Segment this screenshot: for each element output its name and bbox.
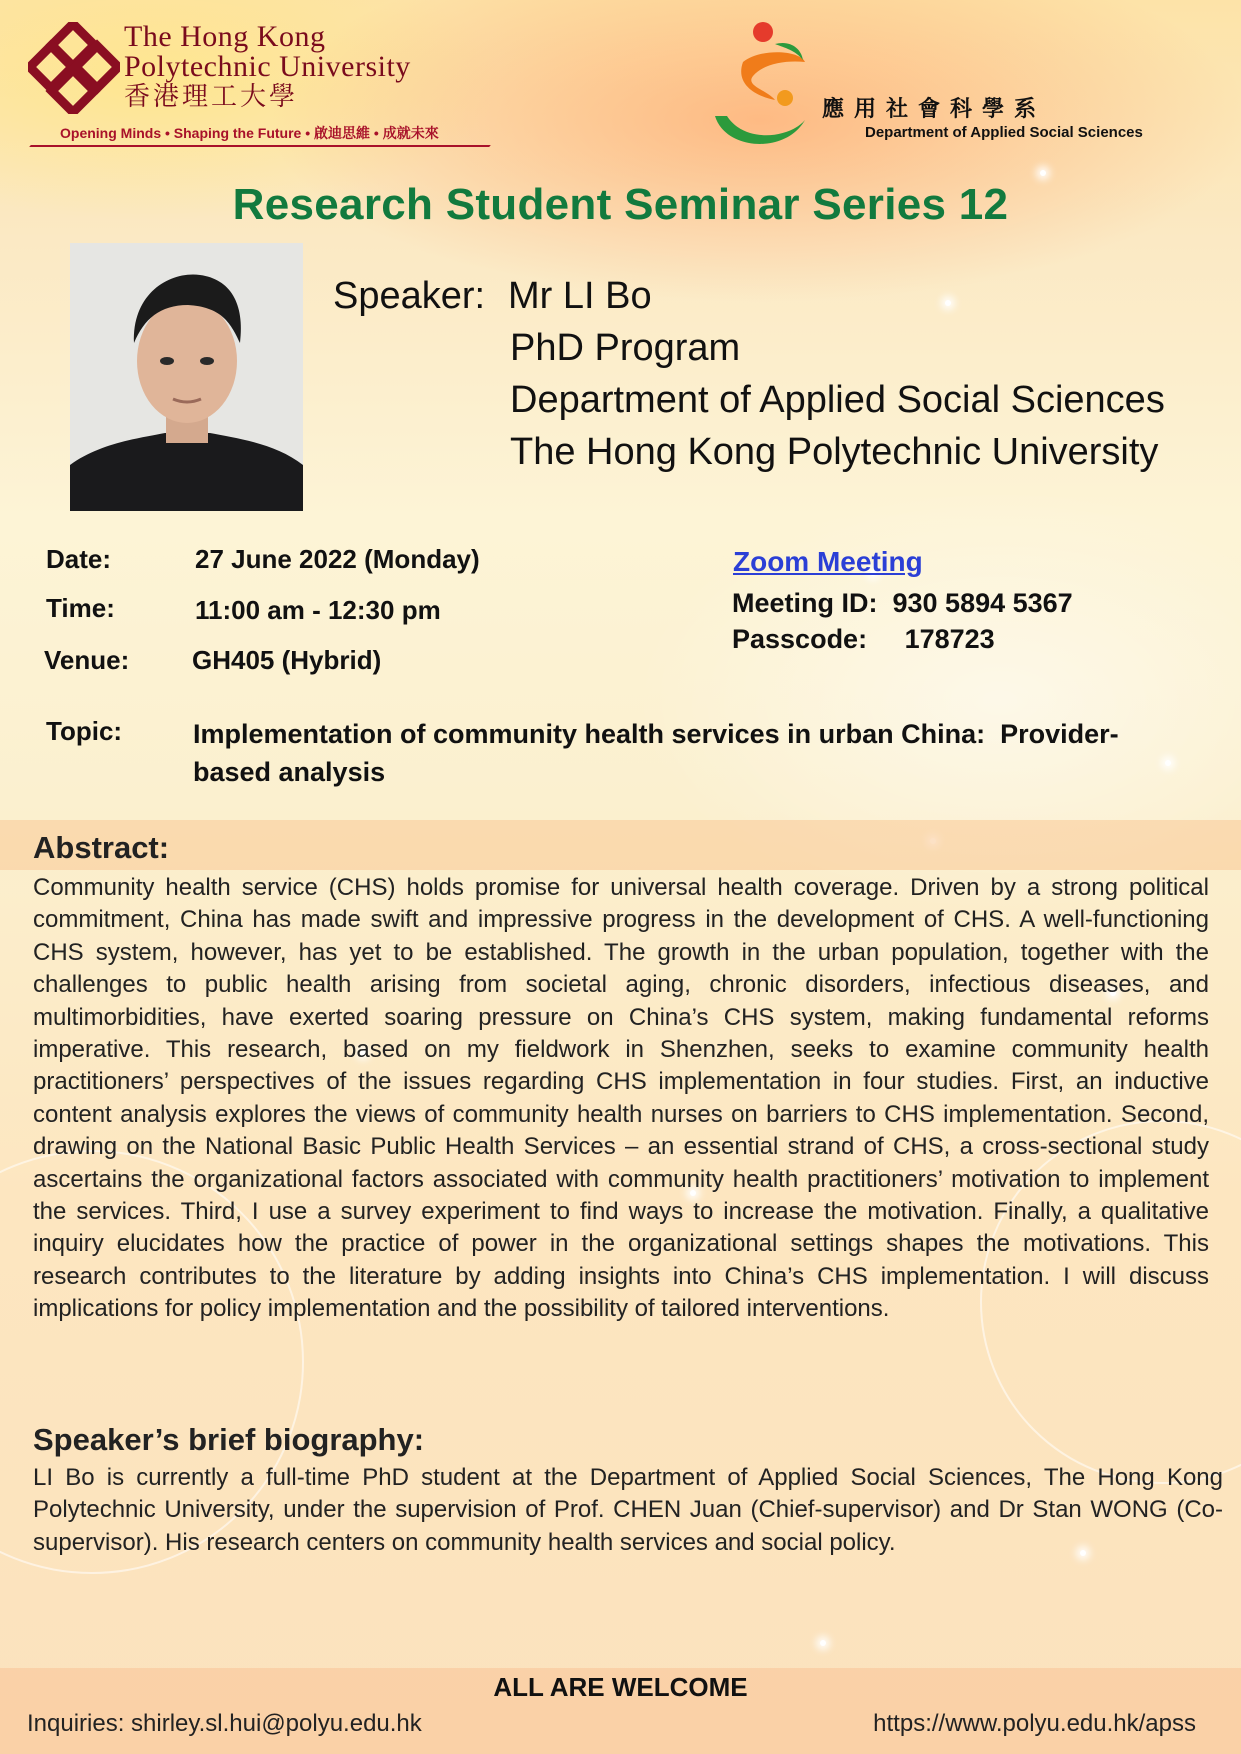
department-website-link[interactable]: https://www.polyu.edu.hk/apss — [873, 1710, 1196, 1737]
biography-heading: Speaker’s brief biography: — [33, 1422, 425, 1457]
date-value: 27 June 2022 (Monday) — [195, 544, 480, 574]
university-name-line2: Polytechnic University — [124, 50, 411, 83]
welcome-message: ALL ARE WELCOME — [493, 1672, 748, 1702]
university-name-line1: The Hong Kong — [124, 20, 326, 53]
speaker-label: Speaker: — [333, 275, 486, 317]
university-name-chinese: 香港理工大學 — [124, 82, 299, 111]
apss-logo-icon — [705, 20, 815, 155]
topic-label: Topic: — [46, 716, 123, 746]
abstract-header-band — [0, 820, 1241, 870]
date-label: Date: — [46, 544, 112, 574]
venue-value: GH405 (Hybrid) — [192, 645, 382, 675]
speaker-photo — [70, 243, 303, 511]
polyu-logo-icon — [28, 22, 120, 114]
speaker-portrait-icon — [70, 243, 303, 511]
abstract-heading: Abstract: — [33, 830, 170, 865]
department-english-name: Department of Applied Social Sciences — [865, 124, 1143, 141]
sparkle — [1040, 170, 1046, 176]
zoom-meeting-link[interactable]: Zoom Meeting — [733, 546, 923, 577]
time-label: Time: — [46, 593, 115, 623]
tagline-divider — [29, 145, 491, 147]
time-value: 11:00 am - 12:30 pm — [195, 595, 441, 625]
department-chinese-name: 應用社會科學系 — [822, 96, 1047, 121]
speaker-department: Department of Applied Social Sciences — [510, 379, 1165, 421]
zoom-meeting-id: Meeting ID: 930 5894 5367 — [732, 588, 1073, 618]
university-name — [124, 22, 411, 112]
speaker-name: Mr LI Bo — [508, 275, 652, 317]
seminar-title: Research Student Seminar Series 12 — [232, 180, 1009, 229]
zoom-passcode: Passcode: 178723 — [732, 624, 995, 654]
biography-body: LI Bo is currently a full-time PhD student at the Department of Applied Social Sciences, The Hong Kong Polytechnic University, under the supervision of Prof. CHEN Juan (Chief-supervisor) and Dr Stan WONG (Co-supervisor). His research centers on community health services and social policy. — [33, 1464, 1223, 1556]
speaker-university: The Hong Kong Polytechnic University — [510, 431, 1159, 473]
inquiries-contact[interactable]: Inquiries: shirley.sl.hui@polyu.edu.hk — [27, 1710, 422, 1737]
speaker-info — [333, 270, 1165, 478]
abstract-body: Community health service (CHS) holds promise for universal health coverage. Driven by a strong political commitment, China has made swift and impressive progress in the development of CHS. A well-functioning CHS system, however, has yet to be established. The growth in the urban population, together with the challenges to public health arising from societal aging, chronic disorders, infectious diseases, and multimorbidities, have exerted soaring pressure on China’s CHS system, making fundamental reforms imperative. This research, based on my fieldwork in Shenzhen, seeks to examine community health practitioners’ perspectives of the issues regarding CHS implementation in four studies. First, an inductive content analysis explores the views of community health nurses on barriers to CHS implementation. Second, drawing on the National Basic Public Health Services – an essential strand of CHS, a cross-sectional study ascertains the organizational factors associated with community health practitioners’ motivation to implement the services. Third, I use a survey experiment to find ways to increase the motivation. Finally, a qualitative inquiry elucidates how the practice of power in the organizational settings shapes the motivations. This research contributes to the literature by adding insights into China’s CHS implementation. I will discuss implications for policy implementation and the possibility of tailored interventions. — [33, 874, 1209, 1323]
venue-label: Venue: — [44, 645, 130, 675]
speaker-program: PhD Program — [510, 327, 741, 369]
sparkle — [820, 1640, 826, 1646]
topic-value: Implementation of community health services in urban China: Provider-based analysis — [193, 719, 1119, 787]
university-tagline: Opening Minds • Shaping the Future • 啟迪思維 • 成就未來 — [60, 125, 439, 141]
